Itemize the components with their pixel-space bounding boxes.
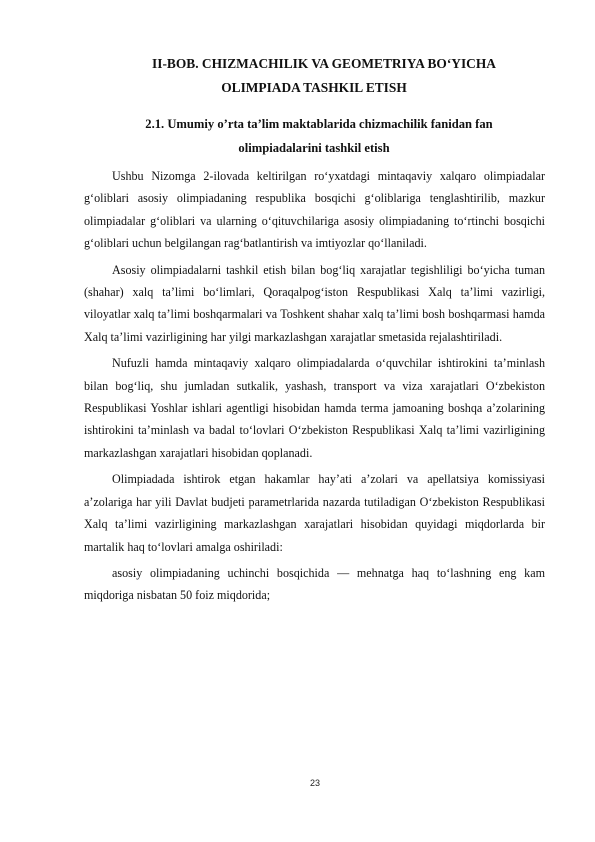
section-title-line-2: olimpiadalarini tashkil etish: [238, 141, 390, 155]
chapter-title: [84, 52, 544, 100]
chapter-title-line-2: OLIMPIADA TASHKIL ETISH: [221, 80, 407, 95]
chapter-title-line-1: II-BOB. CHIZMACHILIK VA GEOMETRIYA BO‘YICHA: [152, 56, 496, 71]
paragraph-5: asosiy olimpiadaning uchinchi bosqichida — mehnatga haq to‘lashning eng kam miqdoriga nisbatan 50 foiz miqdorida;: [84, 565, 545, 603]
paragraph-4: Olimpiadada ishtirok etgan hakamlar hay’ati a’zolari va apellatsiya komissiyasi a’zolariga har yili Davlat budjeti parametrlarida nazarda tutiladigan O‘zbekiston Respublikasi Xalq ta’limi vazirligining markazlashgan xarajatlari hisobidan quyidagi miqdorlarda bir martalik haq to‘lovlari amalga oshiriladi:: [84, 472, 545, 554]
section-title-line-1: 2.1. Umumiy o’rta ta’lim maktablarida chizmachilik fanidan fan: [145, 117, 493, 131]
page-number: 23: [309, 778, 320, 788]
paragraph-2: Asosiy olimpiadalarni tashkil etish bilan bog‘liq xarajatlar tegishliligi bo‘yicha tuman (shahar) xalq ta’limi bo‘limlari, Qoraqalpog‘iston Respublikasi Xalq ta’limi vazirligi, viloyatlar xalq ta’limi boshqarmalari va Toshkent shahar xalq ta’limi bosh boshqarmasi hamda Xalq ta’limi vazirligining har yilgi markazlashgan xarajatlar smetasida rejalashtiriladi.: [84, 262, 545, 344]
body-text: [84, 165, 545, 611]
paragraph-1: Ushbu Nizomga 2-ilovada keltirilgan ro‘yxatdagi mintaqaviy xalqaro olimpiadalar g‘oliblari asosiy olimpiadaning respublika bosqichi g‘oliblariga tenglashtirilib, mazkur olimpiadalar g‘oliblari va ularning o‘qituvchilariga asosiy olimpiadaning to‘rtinchi bosqichi g‘oliblari uchun belgilangan rag‘batlantirish va imtiyozlar qo‘llaniladi.: [84, 169, 545, 251]
paragraph-3: Nufuzli hamda mintaqaviy xalqaro olimpiadalarda o‘quvchilar ishtirokini ta’minlash bilan bog‘liq, shu jumladan sutkalik, yashash, transport va viza xarajatlari O‘zbekiston Respublikasi Yoshlar ishlari agentligi hisobidan hamda terma jamoaning boshqa a’zolarining ishtirokini ta’minlash va badal to‘lovlari O‘zbekiston Respublikasi Xalq ta’limi vazirligining markazlashgan xarajatlari hisobidan qoplanadi.: [84, 356, 545, 460]
section-title: [84, 112, 544, 160]
